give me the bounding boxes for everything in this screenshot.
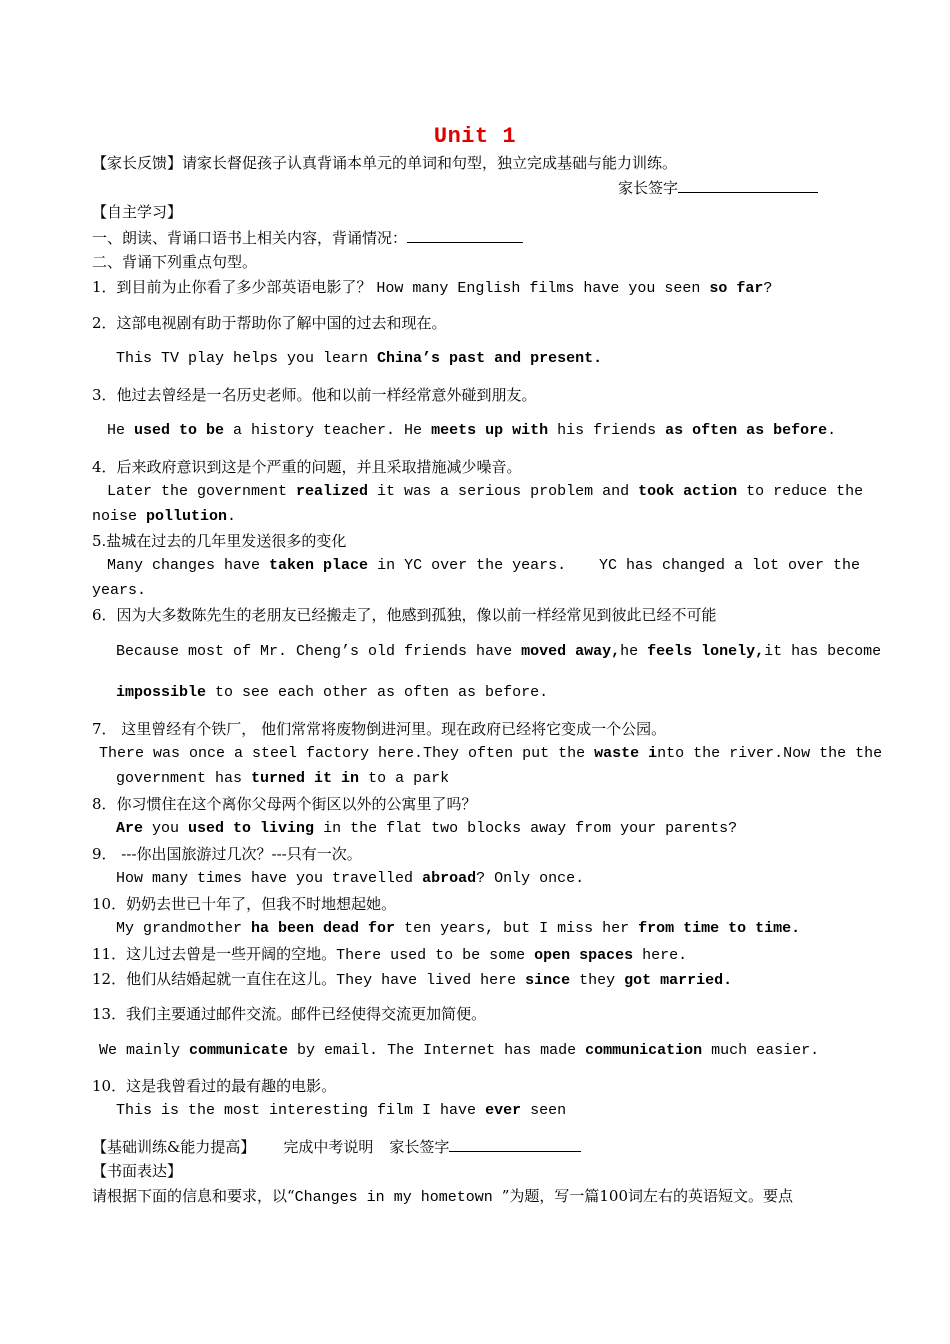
parent-feedback-label: 【家长反馈】 xyxy=(92,154,183,172)
sentence-7-cn: 7． 这里曾经有个铁厂， 他们常常将废物倒进河里。现在政府已经将它变成一个公园。 xyxy=(92,720,667,738)
key-phrase: from time to time. xyxy=(638,920,801,937)
parent-signature xyxy=(618,178,818,197)
text: How many English films have you seen xyxy=(376,280,710,297)
sentence-1-en xyxy=(376,280,772,297)
training-line xyxy=(92,1137,581,1156)
text: . xyxy=(827,422,837,439)
key-phrase: got married. xyxy=(624,972,733,989)
sentence-12-en xyxy=(336,972,732,989)
recite-status-line xyxy=(92,228,523,247)
key-phrase: communicate xyxy=(189,1042,289,1059)
text: He xyxy=(107,422,135,439)
text: How many times have you travelled xyxy=(116,870,423,887)
recite-status-label: 一、朗读、背诵口语书上相关内容，背诵情况： xyxy=(92,229,408,247)
text: ten years, but I miss her xyxy=(395,920,639,937)
sentence-8-en xyxy=(116,820,737,838)
key-phrase: used to living xyxy=(188,820,315,837)
key-sentences-heading: 二、背诵下列重点句型。 xyxy=(92,253,258,271)
key-phrase: took action xyxy=(638,483,738,500)
text: in the flat two blocks away from your parents? xyxy=(314,820,738,837)
sentence-3-cn: 3．他过去曾经是一名历史老师。他和以前一样经常意外碰到朋友。 xyxy=(92,386,537,404)
key-phrase: ever xyxy=(485,1102,522,1119)
parent-feedback-text: 请家长督促孩子认真背诵本单元的单词和句型，独立完成基础与能力训练。 xyxy=(182,154,678,172)
sentence-14-en xyxy=(116,1102,566,1120)
self-study-heading: 【自主学习】 xyxy=(92,203,183,221)
sentence-4-en-line1 xyxy=(107,483,864,501)
key-phrase: so far xyxy=(709,280,764,297)
writing-heading: 【书面表达】 xyxy=(92,1162,183,1180)
key-phrase: realized xyxy=(296,483,369,500)
sentence-11-en xyxy=(336,947,687,964)
sentence-5-en-line1 xyxy=(107,557,859,575)
sentence-14-cn: 10．这是我曾看过的最有趣的电影。 xyxy=(92,1077,337,1095)
sentence-13-en xyxy=(99,1042,819,1060)
text: Later the government xyxy=(107,483,297,500)
sentence-5-cn: 5.盐城在过去的几年里发送很多的变化 xyxy=(92,532,347,550)
sentence-6-en-line2 xyxy=(116,684,548,702)
text: much easier. xyxy=(702,1042,820,1059)
text: . xyxy=(227,508,237,525)
text: here. xyxy=(633,947,688,964)
key-phrase: meets up with xyxy=(431,422,549,439)
key-phrase: open spaces xyxy=(534,947,634,964)
text: to reduce the xyxy=(737,483,864,500)
text: to see each other as often as before. xyxy=(206,684,549,701)
text: nto the river.Now the the xyxy=(657,745,883,762)
text: My grandmother xyxy=(116,920,252,937)
text: government has xyxy=(116,770,252,787)
sentence-13-cn: 13．我们主要通过邮件交流。邮件已经使得交流更加简便。 xyxy=(92,1005,487,1023)
text: They have lived here xyxy=(336,972,526,989)
text: he xyxy=(620,643,648,660)
text: This TV play helps you learn xyxy=(116,350,378,367)
key-phrase: Are xyxy=(116,820,144,837)
text: to a park xyxy=(359,770,450,787)
sentence-2-en xyxy=(116,350,602,368)
sentence-7-en-line1 xyxy=(99,745,883,763)
training-text: 完成中考说明 xyxy=(283,1138,374,1156)
sentence-10-cn: 10．奶奶去世已十年了，但我不时地想起她。 xyxy=(92,895,397,913)
text: it was a serious problem and xyxy=(368,483,639,500)
training-sign-label: 家长签字 xyxy=(389,1138,450,1156)
text: We mainly xyxy=(99,1042,190,1059)
writing-prompt-a: 请根据下面的信息和要求，以“ xyxy=(92,1187,295,1205)
text: they xyxy=(570,972,625,989)
parent-signature-label: 家长签字 xyxy=(618,179,679,197)
text: you xyxy=(143,820,189,837)
sentence-12 xyxy=(92,970,732,990)
parent-signature-blank[interactable] xyxy=(678,178,818,193)
writing-prompt-c: ”为题，写一篇100词左右的英语短文。要点 xyxy=(501,1187,794,1205)
parent-feedback-line xyxy=(92,154,677,172)
sentence-7-en-line2 xyxy=(116,770,449,788)
key-phrase: waste i xyxy=(594,745,658,762)
text: it has become xyxy=(764,643,882,660)
sentence-1-cn: 1．到目前为止你看了多少部英语电影了？ xyxy=(92,278,372,296)
sentence-1 xyxy=(92,278,772,298)
sentence-10-en xyxy=(116,920,800,938)
sentence-5-en-line2: years. xyxy=(92,582,147,599)
text: Many changes have xyxy=(107,557,270,574)
text: There was once a steel factory here.They often put the xyxy=(99,745,595,762)
key-phrase: moved away, xyxy=(521,643,621,660)
key-phrase: since xyxy=(525,972,571,989)
text: a history teacher. He xyxy=(224,422,432,439)
text: in YC over the years. xyxy=(368,557,567,574)
text: by email. The Internet has made xyxy=(288,1042,586,1059)
key-phrase: abroad xyxy=(422,870,477,887)
unit-title: Unit 1 xyxy=(433,124,517,149)
sentence-6-en-line1 xyxy=(116,643,882,661)
key-phrase: as often as before xyxy=(665,422,828,439)
text: ? Only once. xyxy=(476,870,585,887)
key-phrase: impossible xyxy=(116,684,207,701)
key-phrase: China’s past and present. xyxy=(377,350,603,367)
sentence-2-cn: 2．这部电视剧有助于帮助你了解中国的过去和现在。 xyxy=(92,314,447,332)
sentence-11 xyxy=(92,945,687,965)
key-phrase: feels lonely, xyxy=(647,643,765,660)
writing-prompt xyxy=(92,1187,793,1207)
sentence-3-en xyxy=(107,422,836,440)
sentence-8-cn: 8．你习惯住在这个离你父母两个街区以外的公寓里了吗？ xyxy=(92,795,477,813)
key-phrase: pollution xyxy=(146,508,228,525)
sentence-6-cn: 6．因为大多数陈先生的老朋友已经搬走了，他感到孤独，像以前一样经常见到彼此已经不可能 xyxy=(92,606,717,624)
sentence-9-en xyxy=(116,870,584,888)
key-phrase: turned it in xyxy=(251,770,360,787)
recite-status-blank[interactable] xyxy=(407,228,523,243)
sentence-9-cn: 9． ---你出国旅游过几次？---只有一次。 xyxy=(92,845,362,863)
text: This is the most interesting film I have xyxy=(116,1102,486,1119)
writing-prompt-title: Changes in my hometown xyxy=(294,1189,502,1206)
key-phrase: communication xyxy=(585,1042,703,1059)
training-sign-blank[interactable] xyxy=(449,1137,581,1152)
training-heading: 【基础训练&能力提高】 xyxy=(92,1138,256,1156)
text: noise xyxy=(92,508,147,525)
key-phrase: ha been dead for xyxy=(251,920,396,937)
key-phrase: used to be xyxy=(134,422,225,439)
text: his friends xyxy=(548,422,666,439)
sentence-5-en-part1 xyxy=(107,557,567,575)
sentence-4-en-line2 xyxy=(92,508,236,526)
sentence-12-cn: 12．他们从结婚起就一直住在这儿。 xyxy=(92,970,337,988)
text: There used to be some xyxy=(336,947,535,964)
sentence-4-cn: 4．后来政府意识到这是个严重的问题，并且采取措施减少噪音。 xyxy=(92,458,522,476)
sentence-5-en-part2: YC has changed a lot over the xyxy=(599,557,861,574)
text: Because most of Mr. Cheng’s old friends have xyxy=(116,643,522,660)
text: seen xyxy=(521,1102,567,1119)
key-phrase: taken place xyxy=(269,557,369,574)
sentence-11-cn: 11．这儿过去曾是一些开阔的空地。 xyxy=(92,945,337,963)
text: ? xyxy=(763,280,773,297)
